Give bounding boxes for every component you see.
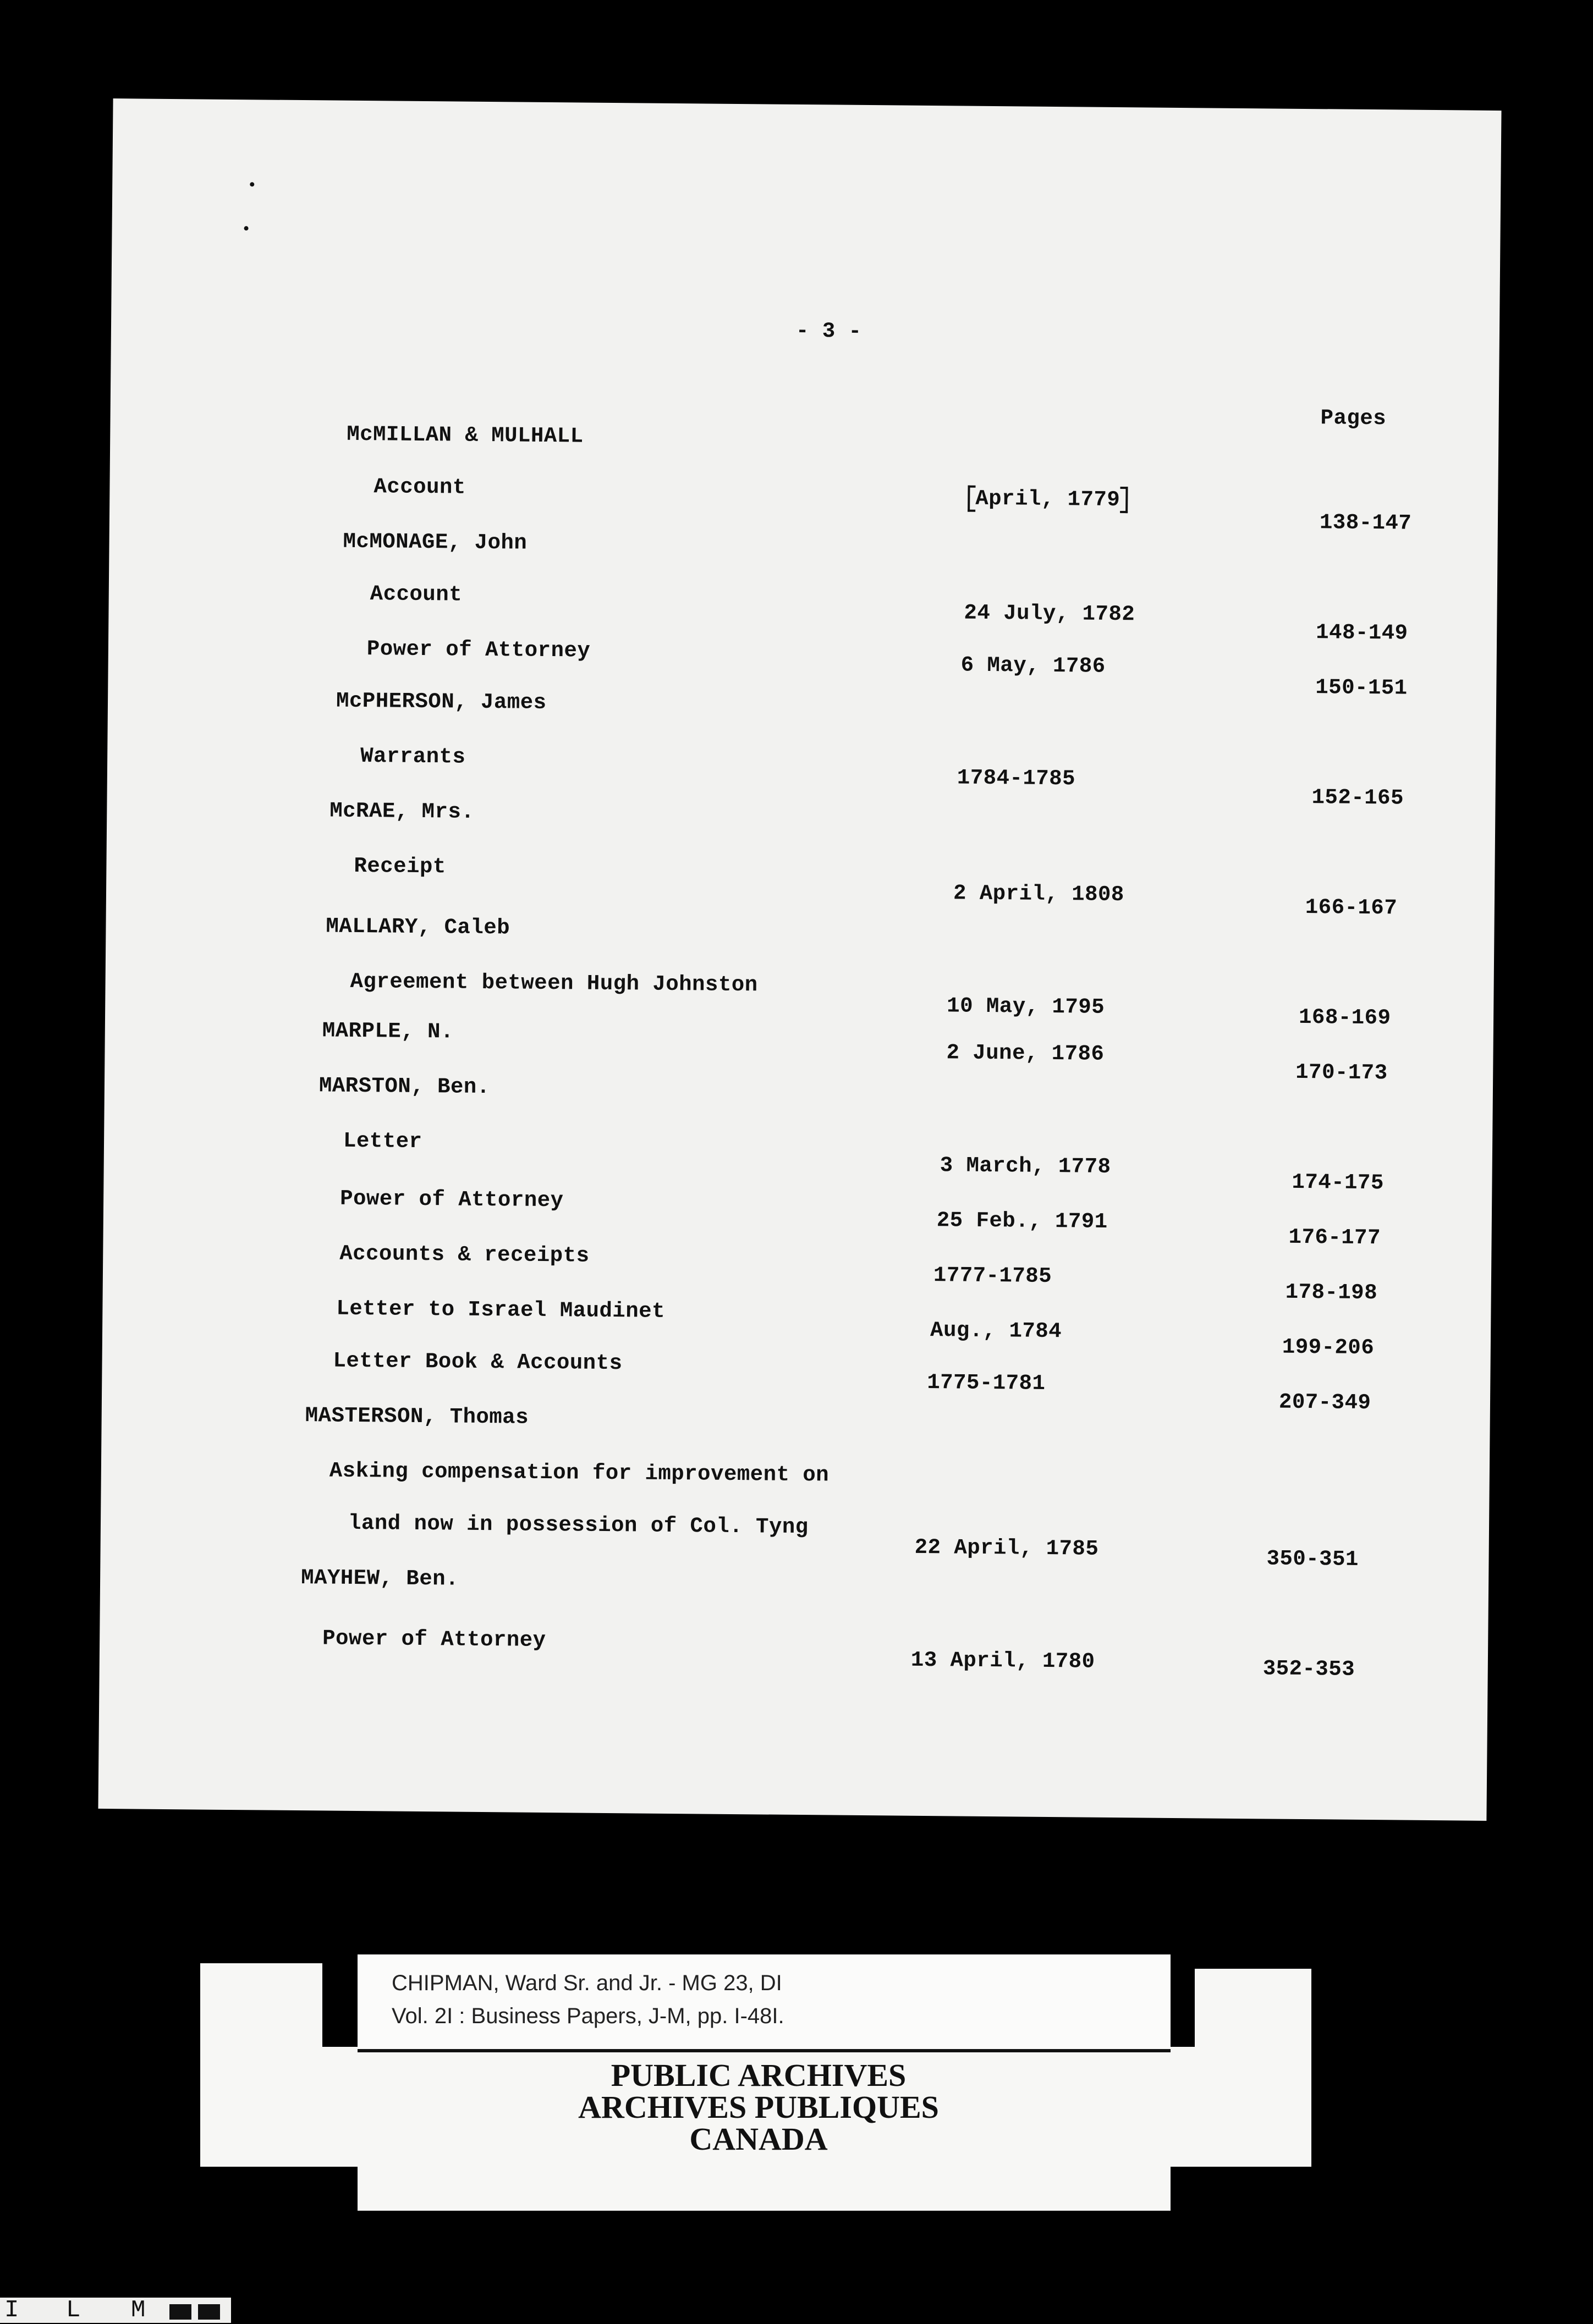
entry-date: 13 April, 1780: [910, 1648, 1095, 1674]
entry-pages: 150-151: [1315, 675, 1408, 701]
entry-name: McMONAGE, John: [343, 529, 528, 555]
entry-pages: 170-173: [1295, 1060, 1388, 1086]
entry-pages: 166-167: [1305, 895, 1398, 921]
entry-description: Accounts & receipts: [339, 1241, 590, 1268]
entry-name: MALLARY, Caleb: [326, 914, 510, 940]
entry-description: Power of Attorney: [339, 1186, 564, 1213]
entry-date: Aug., 1784: [930, 1318, 1062, 1344]
label-card-right-tab: [1195, 1969, 1311, 2167]
entry-date: 1784-1785: [957, 766, 1076, 791]
entry-name: McPHERSON, James: [336, 689, 547, 715]
entry-pages: 178-198: [1285, 1280, 1378, 1306]
entry-date: [968, 486, 1128, 514]
entry-description: Letter Book & Accounts: [333, 1348, 623, 1376]
entry-description: Agreement between Hugh Johnston: [350, 969, 758, 998]
entry-pages: 174-175: [1292, 1170, 1385, 1196]
entry-name: MARSTON, Ben.: [318, 1073, 490, 1100]
archive-name-fr: ARCHIVES PUBLIQUES: [578, 2089, 939, 2125]
entry-date: 25 Feb., 1791: [936, 1208, 1108, 1234]
entry-description: Letter: [343, 1128, 422, 1154]
film-marker-letter: I: [4, 2297, 19, 2324]
entry-description: Warrants: [360, 744, 466, 769]
entry-date: 6 May, 1786: [960, 653, 1106, 679]
entry-date: 22 April, 1785: [914, 1535, 1099, 1561]
film-marker-letter: L: [66, 2297, 81, 2324]
entry-pages: 168-169: [1298, 1005, 1391, 1031]
entry-name: McMILLAN & MULHALL: [347, 422, 584, 449]
speck: [244, 226, 249, 230]
entry-name: MARPLE, N.: [322, 1018, 454, 1044]
film-marker-strip: [0, 2298, 231, 2323]
document-page: [98, 98, 1501, 1821]
label-card-caption: [358, 1954, 1171, 2052]
label-card-left-tab: [200, 1963, 322, 2167]
archive-name-en: PUBLIC ARCHIVES: [611, 2057, 907, 2093]
entry-description: land now in possession of Col. Tyng: [348, 1511, 809, 1540]
entry-name: MAYHEW, Ben.: [300, 1566, 459, 1591]
collection-title: CHIPMAN, Ward Sr. and Jr. - MG 23, DI: [392, 1971, 782, 1995]
film-marker-block: [198, 2304, 220, 2320]
entry-pages: 350-351: [1266, 1546, 1359, 1572]
entry-pages: 352-353: [1262, 1656, 1355, 1682]
speck: [250, 182, 254, 186]
entry-description: Letter to Israel Maudinet: [336, 1296, 666, 1324]
entry-name: MASTERSON, Thomas: [305, 1403, 529, 1430]
entry-date-text: April, 1779: [975, 486, 1120, 513]
label-card-bottom: [358, 2167, 1171, 2211]
entry-description: Receipt: [354, 853, 446, 879]
entry-pages: 207-349: [1278, 1390, 1371, 1416]
entry-pages: 148-149: [1316, 620, 1408, 646]
entry-pages: 152-165: [1311, 785, 1404, 811]
entry-description: Power of Attorney: [322, 1626, 546, 1653]
pages-column-header: Pages: [1320, 406, 1387, 431]
entry-description: Asking compensation for improvement on: [329, 1458, 830, 1488]
entry-description: Account: [370, 582, 463, 607]
entry-date: 3 March, 1778: [940, 1153, 1111, 1179]
entry-name: McRAE, Mrs.: [329, 798, 475, 824]
entry-description: Power of Attorney: [366, 637, 591, 663]
entry-date: 1777-1785: [933, 1263, 1052, 1289]
page-number: - 3 -: [795, 318, 862, 344]
volume-description: Vol. 2I : Business Papers, J-M, pp. I-48I.: [392, 2004, 784, 2028]
entry-pages: 138-147: [1319, 510, 1412, 536]
entry-description: Account: [373, 475, 466, 500]
entry-date: 24 July, 1782: [964, 601, 1135, 627]
entry-date: 2 June, 1786: [946, 1040, 1105, 1066]
archive-country: CANADA: [689, 2121, 828, 2157]
film-marker-letter: M: [131, 2297, 146, 2324]
entry-date: 1775-1781: [927, 1370, 1046, 1396]
entry-pages: 176-177: [1288, 1225, 1381, 1251]
entry-date: 2 April, 1808: [953, 881, 1124, 907]
film-marker-block: [169, 2304, 191, 2320]
entry-date: 10 May, 1795: [947, 994, 1105, 1020]
entry-pages: 199-206: [1282, 1335, 1375, 1361]
